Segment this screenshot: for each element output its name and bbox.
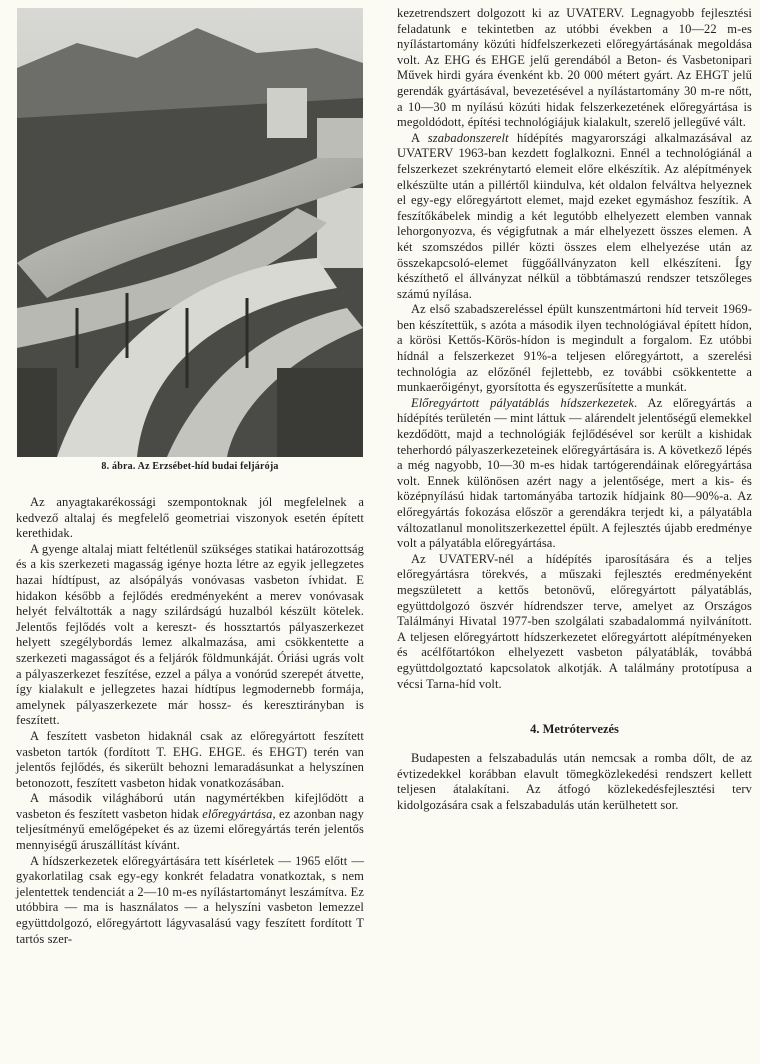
paragraph: Budapesten a felszabadulás után nemcsak a romba dőlt, de az évtizedekkel korábban elavult tömegközlekedési rendszert kellett teljesen átalakítani. Az átfogó közlekedésfejlesztési terv kidolgozására csak a felszabadulás után kerülhetett sor. (397, 751, 752, 812)
text-span: . Az előregyártás a hídépítés területén — mint láttuk — alárendelt jelentőségű elemekkel kezdődött, majd a technológiák fejlődésével sor került a kishidak teherhordó pályaszerkezeteinek előregyártására is. A következő lépés a még nagyobb, 10—30 m-es hidak tartógerendáinak előregyártása volt. Ennek különösen azért nagy a jelentősége, mert a kis- és középnyílású hidak tartományába tartozik hídjaink 80—90%-a. Az előregyártás fokozása először a gerendákra terjedt ki, a pályatábla változatlanul monolitszerkezettel épült. A fejlesztés újabb eredménye volt a pályatábla előregyártása. (397, 395, 752, 551)
paragraph: A feszített vasbeton hidaknál csak az előregyártott feszített vasbeton tartók (fordított T. EHG. EHGE. és EHGT) terén van jelentős fejlődés, és sikerült behozni lemaradásunkat a helyszínen betonozott, feszített vasbeton hidak vonatkozásában. (16, 728, 364, 790)
right-column (397, 6, 752, 814)
figure-caption: 8. ábra. Az Erzsébet-híd budai feljárója (101, 461, 279, 472)
bridge-ramp-image (17, 8, 363, 457)
left-column (16, 0, 364, 947)
section-heading: 4. Metrótervezés (530, 722, 619, 737)
bridge-ramp-photo (17, 8, 363, 457)
emphasis: Előregyártott pályatáblás hídszerkezetek (411, 395, 635, 410)
paragraph (397, 396, 752, 552)
paragraph: Az anyagtakarékossági szempontoknak jól megfelelnek a kedvező altalaj és megfelelő geometriai viszonyok esetén épített kerethidak. (16, 495, 364, 541)
emphasis: előregyártása (202, 806, 273, 821)
paragraph (397, 131, 752, 303)
paragraph: A hídszerkezetek előregyártására tett kísérletek — 1965 előtt — gyakorlatilag csak egy-egy konkrét feladatra vonatkoztak, s nem jelentettek tendenciát a 2—10 m-es nyílástartományt leszámítva. Ez utóbbira — ma is használatos — a helyszíni vasbeton lemezzel együttdolgozó, előregyártott lágyvasalású vagy feszített fordított T tartós szer- (16, 853, 364, 946)
paragraph: Az UVATERV-nél a hídépítés iparosítására és a teljes előregyártásra törekvés, a műszaki fejlesztés eredményeként megszületett a kettős betonövű, előregyártott pályatáblás, együttdolgozó öszvér hídrendszer terve, amelyet az Országos Találmányi Hivatal 1977-ben szolgálati szabadalommá nyilvánított. A teljesen előregyártott hídszerkezetet előregyártott alépítményeken és acélfőtartókon elhelyezett vasbeton pályatáblák, továbbá együttdolgoztató kapcsolatok alkotják. A találmány prototípusa a vécsi Tarna-híd volt. (397, 551, 752, 691)
text-span: A második világháború után nagymértékben kifejlődött a vasbeton és feszített vasbeton hidak (16, 791, 364, 821)
text-span: hídépítés magyarországi alkalmazásával az UVATERV 1963-ban kezdett foglalkozni. Ennél a technológiánál a felszerkezet szekrénytartó elemeit előre elkészítik. Az alépítmények elkészülte után a pillértől kiindulva, két oldalon felváltva helyeznek el egy-egy előregyártott elemet, majd ezeket egymáshoz feszítik. A feszítőkábelek mindig a két legutóbb elhelyezett elemben vannak lehorgonyozva, és végigfutnak a már elhelyezett összes elemen. A két szomszédos pillér közti összes elem elhelyezése után az összekapcsoló-elemet függőállványzaton kell elkészíteni. Így készíthető el állványzat nélkül a többtámaszú rendszer tetszőleges számú nyílása. (397, 130, 752, 301)
text-span: A (411, 130, 428, 145)
paragraph: A gyenge altalaj miatt feltétlenül szükséges statikai határozottság és a kis szerkezeti magasság igénye hozta létre az egyik jellegzetes hazai hídtípust, az alsópályás vonóvasas vasbeton ívhidat. E hidakon később a fejlődés eredményeként a merev vonóvasak helyét felváltották a nagy szilárdságú huzalból készült kötelek. Jelentős fejlődés volt a kereszt- és hossztartós pályaszerkezet helyett szegélybordás lemez alkalmazása, ami csökkentette a szerkezeti magasságot és a feljárók földmunkáját. Óriási ugrás volt a pályaszerkezet feszítése, ezzel a pálya a vonórúd szerepét átvette, így kialakult e jellegzetes hazai hídtípus legmodernebb formája, amelynek pályaszerkezete már hossz- és keresztirányban is feszített. (16, 541, 364, 728)
emphasis: szabadonszerelt (427, 130, 509, 145)
paragraph (16, 791, 364, 853)
paragraph: kezetrendszert dolgozott ki az UVATERV. Legnagyobb fejlesztési feladatunk e tekintetben az utóbbi években a 10—22 m-es nyílástartomány közúti hídfelszerkezeti előregyártásának megoldása volt. Az EHG és EHGE jelű gerendából a Beton- és Vasbetonipari Művek hirdi gyára évenként kb. 20 000 métert gyárt. Az EHGT jelű gerendák gyártásával, bevezetésével a nyílástartomány 30 m-re nőtt, a 10—30 m nyílású közúti hidak felszerkezetének előregyártása is megoldódott, építési technológiájuk kialakult, szerelő jellegűvé vált. (397, 6, 752, 130)
text-span: , ez azonban nagy teljesítményű emelőgépeket és az üzemi előregyártás terén jelentős mennyiségű áruszállítást kívánt. (16, 806, 364, 853)
paragraph: Az első szabadszereléssel épült kunszentmártoni híd terveit 1969-ben készítettük, s azóta a második ilyen technológiával épített hídon, a körösi Kettős-Körös-hídon is megindult a forgalom. Ez utóbbi hídnál a felszerkezet 91%-a teljesen előregyártott, a szerelési technológia az előzőnél fejlettebb, ez további csökkentette a munkaerőigényt, gyorsította és egyszerűsítette a munkát. (397, 302, 752, 395)
